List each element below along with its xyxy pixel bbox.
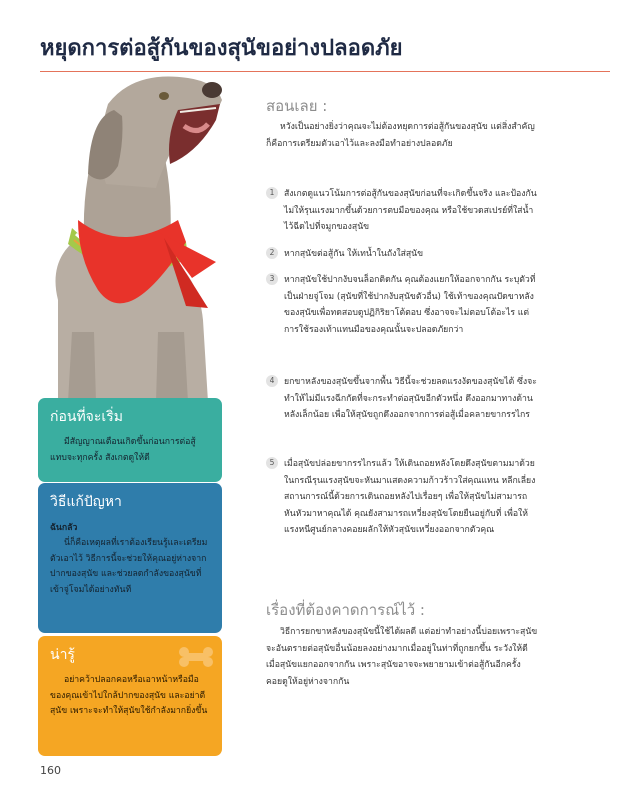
expect-heading: เรื่องที่ต้องคาดการณ์ไว้ : (266, 601, 425, 619)
before-you-begin-box (38, 398, 222, 482)
remember-text: อย่าคว้าปลอกคอหรือเอาหน้าหรือมือของคุณเข้าไปใกล้ปากของสุนัข และอย่าตีสุนัข เพราะจะทำให้สุนัขใช้กำลังมากยิ่งขึ้น (50, 675, 208, 716)
barking-dog-image (38, 70, 223, 402)
teach-intro: หวังเป็นอย่างยิ่งว่าคุณจะไม่ต้องหยุดการต่อสู้กันของสุนัข แต่สิ่งสำคัญก็คือการเตรียมตัวเอาไว้และลงมือทำอย่างปลอดภัย (266, 122, 535, 149)
step-text: สังเกตดูแนวโน้มการต่อสู้กันของสุนัขก่อนที่จะเกิดขึ้นจริง และป้องกันไม่ให้รุนแรงมากขึ้นด้วยการตบมือของคุณ หรือใช้ขวดสเปรย์ที่ใส่น้ำไว้ฉีดไปที่จมูกของสุนัข (284, 189, 537, 232)
troubleshoot-subtitle: ฉันกลัว (50, 523, 78, 533)
page-title: หยุดการต่อสู้กันของสุนัขอย่างปลอดภัย (40, 30, 610, 72)
step-number: 2 (266, 247, 278, 259)
remember-title: น่ารู้ (50, 647, 75, 663)
troubleshoot-text: นี่ก็คือเหตุผลที่เราต้องเรียนรู้และเตรียมตัวเอาไว้ วิธีการนี้จะช่วยให้คุณอยู่ห่างจากปากของสุนัข และช่วยลดกำลังของสุนัขที่เข้าจู่โจมได้อย่างทันที (50, 538, 208, 595)
good-to-know-box (38, 636, 222, 756)
step-text: เมื่อสุนัขปล่อยขากรรไกรแล้ว ให้เดินถอยหลังโดยดึงสุนัขตามมาด้วย ในกรณีรุนแรงสุนัขจะหันมาแสดงความก้าวร้าวใส่คุณแทน หลีกเลี่ยงสถานการณ์นี้ด้วยการเดินถอยหลังไปเรื่อยๆ เพื่อให้สุนัขไม่สามารถหันหัวมาหาคุณได้ คุณยังสามารถเหวี่ยงสุนัขโดยยืนอยู่กับที่ เพื่อให้แรงหนีศูนย์กลางคอยผลักให้หัวสุนัขเหวี่ยงออกจากตัวคุณ (284, 459, 536, 535)
step-text: ยกขาหลังของสุนัขขึ้นจากพื้น วิธีนี้จะช่วยลดแรงงัดของสุนัขได้ ซึ่งจะทำให้ไม่มีแรงฉีกกัดที่จะกระทำต่อสุนัขอีกตัวหนึ่ง ดึงออกมาทางด้านหลังเล็กน้อย เพื่อให้สุนัขถูกดึงออกจากการต่อสู้เมื่อคลายขากรรไกร (284, 377, 537, 420)
expect-text: วิธีการยกขาหลังของสุนัขนี้ใช้ได้ผลดี แต่อย่าทำอย่างนี้บ่อยเพราะสุนัขจะอันตรายต่อสุนัขอื่นน้อยลงอย่างมากเมื่ออยู่ในท่าที่ถูกยกขึ้น ระวังให้ดีเมื่อสุนัขแยกออกจากกัน เพราะสุนัขอาจจะพยายามเข้าต่อสู้กันอีกครั้ง คอยดูให้อยู่ห่างจากกัน (266, 627, 538, 687)
troubleshoot-title: วิธีแก้ปัญหา (50, 494, 122, 510)
teach-heading: สอนเลย : (266, 97, 328, 115)
step-number: 3 (266, 273, 278, 285)
step-number: 5 (266, 457, 278, 469)
step-text: หากสุนัขใช้ปากงับจนล็อกติดกัน คุณต้องแยกให้ออกจากกัน ระบุตัวที่เป็นฝ่ายจู่โจม (สุนัขที่ใช้ปากงับสุนัขตัวอื่น) ใช้เท้าของคุณปัดขาหลังของสุนัขเพื่อทดสอบดูปฏิกิริยาโต้ตอบ ซึ่งอาจจะไม่ตอบโต้อะไร แต่การใช้รองเท้าแทนมือของคุณนั้นจะปลอดภัยกว่า (284, 275, 536, 335)
page-number: 160 (40, 764, 61, 777)
dog-photo (38, 70, 223, 402)
step-text: หากสุนัขต่อสู้กัน ให้เทน้ำในถังใส่สุนัข (284, 249, 424, 259)
step-number: 1 (266, 187, 278, 199)
troubleshooting-box (38, 483, 222, 633)
before-title: ก่อนที่จะเริ่ม (50, 409, 123, 425)
step-number: 4 (266, 375, 278, 387)
before-text: มีสัญญาณเตือนเกิดขึ้นก่อนการต่อสู้แทบจะทุกครั้ง สังเกตดูให้ดี (50, 437, 196, 463)
